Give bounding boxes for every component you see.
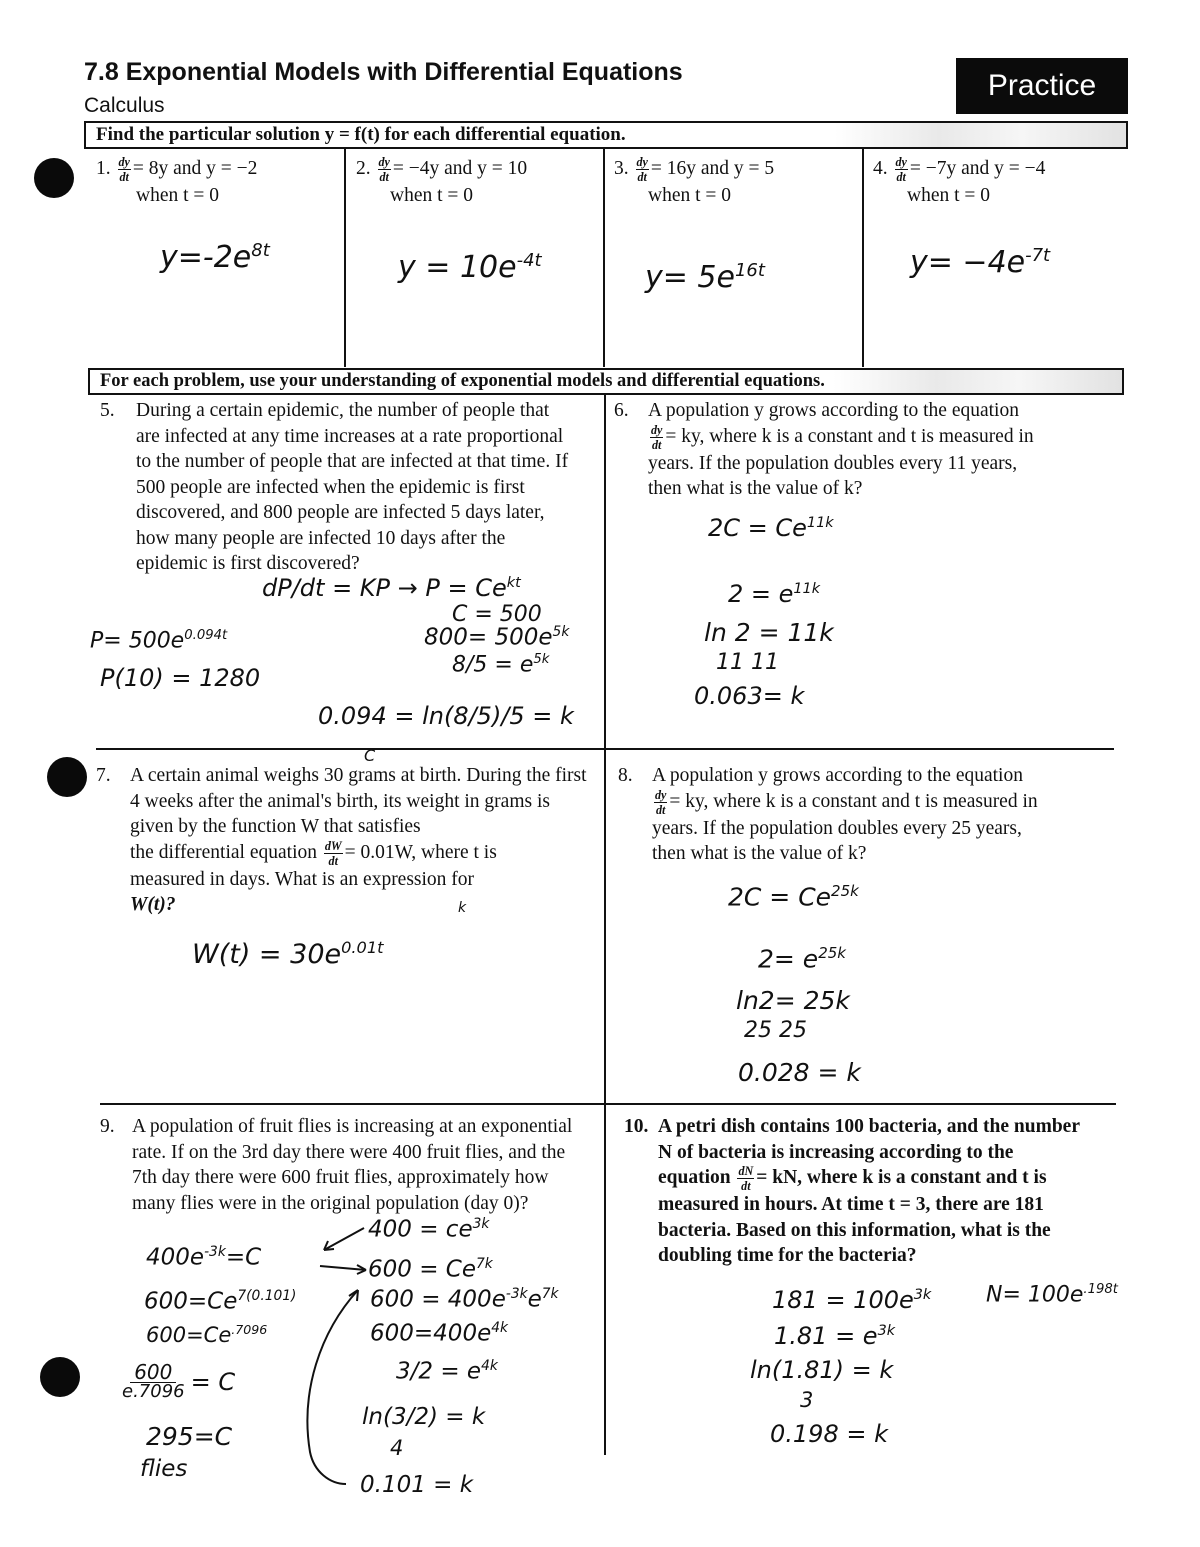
p7-mark-c: C — [364, 746, 376, 765]
bullet-mark — [47, 757, 87, 797]
dn-label: dN — [738, 1164, 754, 1178]
p9-arrows — [280, 1222, 390, 1492]
dt-label: dt — [637, 170, 647, 185]
dy-label: dy — [378, 155, 390, 169]
problem-text: then what is the value of k? — [652, 843, 867, 865]
p9-work-r4: $600=400e^{4k}$ — [370, 1320, 509, 1347]
dt-label: dt — [652, 437, 662, 452]
equation: = −7y and y = −4 — [909, 158, 1046, 180]
p9-work-l4: $\frac{600}{e.7096}$ = C — [122, 1360, 236, 1402]
problem-text: = kN, where k is a constant and t is — [756, 1167, 1047, 1189]
p8-work-line3: ln2= 25k — [736, 986, 850, 1015]
equation: = 8y and y = −2 — [132, 158, 258, 180]
bullet-mark — [40, 1357, 80, 1397]
p10-work-line2: $1.81 = e^{3k}$ — [774, 1322, 896, 1350]
equation: = 16y and y = 5 — [650, 158, 775, 180]
p5-work-line2: C = 500 — [452, 602, 542, 627]
page-subtitle: Calculus — [84, 94, 165, 117]
divider — [862, 149, 864, 367]
problem-text: years. If the population doubles every 25 years, — [652, 817, 1022, 839]
problem-text: bacteria. Based on this information, what is the — [658, 1219, 1051, 1241]
problem-number: 9. — [100, 1116, 115, 1137]
problem-text: measured in hours. At time t = 3, there are 181 — [658, 1194, 1044, 1216]
problem-8 — [618, 763, 1126, 867]
p7-mark-k: k — [458, 900, 467, 916]
problem-text: years. If the population doubles every 11 years, — [648, 452, 1018, 474]
section2-instruction: For each problem, use your understanding of exponential models and differential equations. — [88, 368, 1124, 395]
p9-work-r5: $3/2 = e^{4k}$ — [396, 1358, 498, 1385]
problem-4 — [873, 156, 1125, 209]
problem-5 — [100, 398, 590, 577]
problem-text: A population of fruit flies is increasing at an exponential rate. If on the 3rd day there were 400 fruit flies, and the 7th day there were 600 fruit flies, approximately how many flies were in the original population (day 0)? — [132, 1116, 573, 1214]
p10-side-answer: $N= 100e^{.198t}$ — [986, 1282, 1118, 1308]
p10-work-line1: $181 = 100e^{3k}$ — [772, 1286, 932, 1314]
problem-text: W(t)? — [130, 894, 176, 916]
divider — [603, 149, 605, 367]
dt-label: dt — [119, 170, 129, 185]
p9-work-r1: $400 = ce^{3k}$ — [368, 1216, 490, 1243]
p9-work-l5: 295=C — [146, 1422, 233, 1451]
dt-label: dt — [656, 802, 666, 817]
problem-number: 3. — [614, 158, 629, 180]
dw-label: dW — [324, 838, 342, 853]
dy-label: dy — [655, 787, 667, 802]
p10-work-line3-denominator: 3 — [800, 1388, 814, 1412]
problem-9 — [100, 1114, 594, 1216]
p5-work-line4: $8/5 = e^{5k}$ — [452, 652, 550, 678]
problem-number: 10. — [624, 1116, 649, 1137]
problem-text: = 0.01W, where t is — [344, 841, 497, 863]
dy-label: dy — [636, 155, 648, 169]
problem-number: 6. — [614, 400, 629, 421]
p8-work-line1: $2C = Ce^{25k}$ — [728, 882, 859, 912]
p9-work-r2: $600 = Ce^{7k}$ — [368, 1256, 493, 1283]
problem-number: 8. — [618, 765, 633, 786]
problem-text: A population y grows according to the equation — [652, 765, 1023, 786]
p10-work-line4: 0.198 = k — [770, 1420, 888, 1448]
divider — [96, 748, 1114, 750]
initial-condition: when t = 0 — [136, 185, 220, 207]
dt-label: dt — [379, 170, 389, 185]
p6-work-line2: $2 = e^{11k}$ — [728, 580, 821, 608]
problem-number: 2. — [356, 158, 371, 180]
p9-work-l6: flies — [140, 1456, 188, 1482]
dt-label: dt — [896, 170, 906, 185]
problem-text: equation — [658, 1167, 731, 1189]
problem-1 — [96, 156, 340, 209]
problem-text: then what is the value of k? — [648, 478, 863, 500]
dt-label: dt — [328, 853, 338, 868]
p8-work-line2: $2= e^{25k}$ — [758, 944, 846, 974]
problem-text: During a certain epidemic, the number of people that are infected at any time increases at a rate proportional to the number of people that are infected at that time. If 500 people are infected when the epidemic is first discovered, and 800 people are infected 5 days later, how many people are infected 10 days after the epidemic is first discovered? — [136, 400, 569, 574]
p8-work-line4: 0.028 = k — [738, 1058, 861, 1087]
p5-answer-2: P(10) = 1280 — [100, 664, 261, 692]
problem-number: 7. — [96, 765, 111, 786]
dy-label: dy — [118, 155, 130, 169]
problem-text: = ky, where k is a constant and t is measured in — [669, 790, 1038, 812]
problem-text: A petri dish contains 100 bacteria, and the number — [658, 1116, 1080, 1137]
problem-text: A population y grows according to the equation — [648, 400, 1019, 421]
initial-condition: when t = 0 — [907, 185, 991, 207]
problem-6 — [614, 398, 1124, 502]
fraction-numerator: 600 — [130, 1362, 176, 1383]
problem-text: = ky, where k is a constant and t is measured in — [665, 425, 1034, 447]
answer-3: $y= 5e^{16t}$ — [645, 260, 765, 295]
answer-1: $y=-2e^{8t}$ — [160, 240, 270, 275]
answer-2: $y = 10e^{-4t}$ — [398, 250, 542, 285]
fraction-denominator: e.7096 — [122, 1381, 185, 1402]
problem-10 — [624, 1114, 1124, 1269]
problem-text: the differential equation — [130, 841, 317, 863]
practice-badge: Practice — [956, 58, 1128, 114]
page-title: 7.8 Exponential Models with Differential Equations — [84, 58, 683, 86]
problem-number: 4. — [873, 158, 888, 180]
divider — [344, 149, 346, 367]
p9-work-r3: $600 = 400e^{-3k}e^{7k}$ — [370, 1286, 559, 1313]
problem-text: A certain animal weighs 30 grams at birth. During the first 4 weeks after the animal's birth, its weight in grams is given by the function W that satisfies — [130, 765, 587, 837]
p5-work-line5: 0.094 = ln(8/5)/5 = k — [318, 702, 574, 730]
initial-condition: when t = 0 — [390, 185, 474, 207]
bullet-mark — [34, 158, 74, 198]
p9-work-r6: ln(3/2) = k — [362, 1404, 486, 1430]
p9-work-l2: $600=Ce^{7(0.101)}$ — [144, 1288, 297, 1315]
section1-instruction: Find the particular solution y = f(t) for each differential equation. — [84, 121, 1128, 149]
problem-text: measured in days. What is an expression for — [130, 868, 475, 890]
problem-number: 5. — [100, 400, 115, 421]
divider — [100, 1103, 1116, 1105]
p5-work-line1: dP/dt = KP → $P = Ce^{kt}$ — [262, 574, 521, 602]
dt-label: dt — [741, 1179, 751, 1194]
p10-work-line3: ln(1.81) = k — [750, 1356, 894, 1384]
p5-work-line3: $800= 500e^{5k}$ — [424, 624, 570, 651]
problem-3 — [614, 156, 858, 209]
p9-work-l3: $600=Ce^{.7096}$ — [146, 1322, 268, 1347]
problem-2 — [356, 156, 600, 209]
p9-work-r6-denominator: 4 — [390, 1436, 404, 1460]
p6-work-line1: $2C = Ce^{11k}$ — [708, 514, 834, 542]
answer-4: $y= -4e^{-7t}$ — [910, 245, 1051, 280]
p5-answer-1: $P= 500e^{0.094t}$ — [90, 628, 228, 654]
p9-work-r7: 0.101 = k — [360, 1472, 474, 1498]
p6-work-line3-denominator: 11 11 — [716, 650, 779, 675]
dy-label: dy — [651, 422, 663, 437]
equation: = −4y and y = 10 — [392, 158, 528, 180]
divider — [604, 395, 606, 1455]
p8-work-line3-denominator: 25 25 — [744, 1018, 807, 1043]
dy-label: dy — [895, 155, 907, 169]
problem-text: doubling time for the bacteria? — [658, 1245, 917, 1267]
p6-work-line3: ln 2 = 11k — [704, 618, 834, 647]
problem-number: 1. — [96, 158, 111, 180]
p6-work-line4: 0.063= k — [694, 682, 805, 710]
problem-text: N of bacteria is increasing according to the — [658, 1141, 1014, 1163]
p7-answer: $W(t) = 30e^{0.01t}$ — [192, 938, 384, 970]
problem-7 — [96, 763, 596, 918]
initial-condition: when t = 0 — [648, 185, 732, 207]
p9-work-l1: $400e^{-3k}=C$ — [146, 1244, 262, 1271]
